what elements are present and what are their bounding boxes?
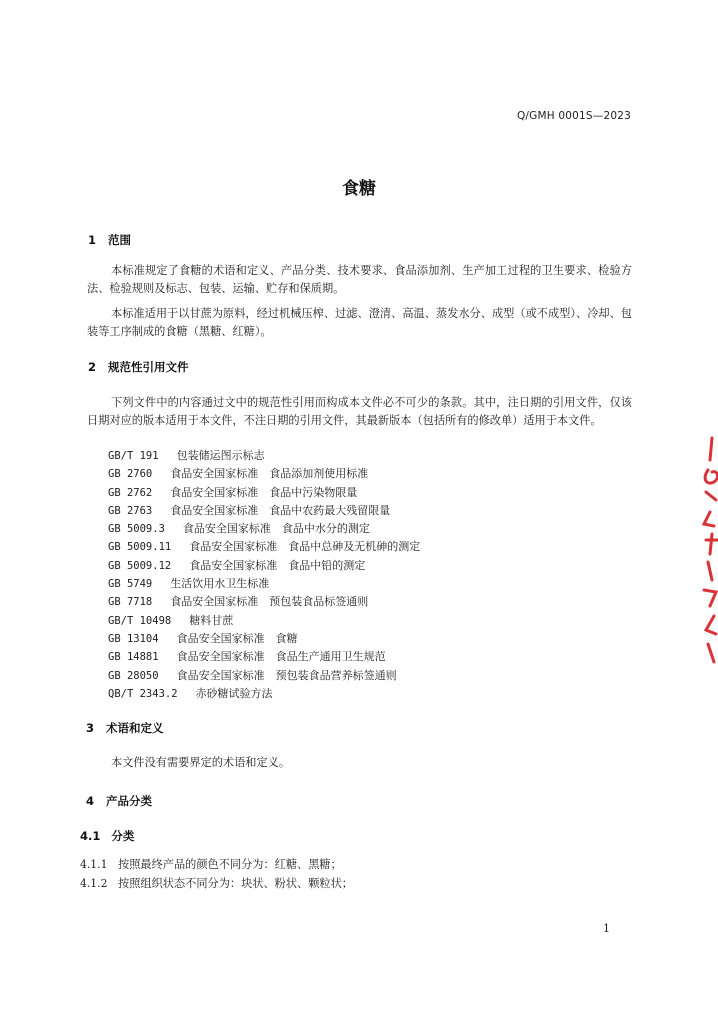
reference-code: GB 5749 <box>108 578 153 591</box>
reference-item <box>108 557 420 575</box>
reference-item <box>108 447 420 465</box>
reference-item <box>108 520 420 538</box>
reference-code: GB 7718 <box>108 596 153 609</box>
reference-title: 包装储运图示标志 <box>176 449 265 462</box>
section-number: 1 <box>88 233 97 247</box>
reference-item <box>108 630 420 648</box>
reference-code: GB/T 191 <box>108 450 159 462</box>
reference-item <box>108 648 420 666</box>
reference-title: 食品安全国家标准 食品中铅的测定 <box>189 558 366 572</box>
reference-code: GB 2760 <box>108 468 153 481</box>
reference-item <box>108 575 420 593</box>
section-title: 规范性引用文件 <box>108 360 189 374</box>
standard-code: Q/GMH 0001S—2023 <box>516 110 631 122</box>
section-title: 范围 <box>108 233 132 247</box>
reference-list <box>108 447 420 703</box>
reference-title: 食品安全国家标准 食糖 <box>176 631 298 645</box>
reference-code: GB 5009.12 <box>108 559 172 572</box>
reference-title: 食品安全国家标准 食品中总砷及无机砷的测定 <box>189 540 421 554</box>
reference-code: GB 5009.11 <box>108 541 172 554</box>
section-number: 2 <box>88 360 97 374</box>
reference-code: GB/T 10498 <box>108 614 172 627</box>
section-heading-references <box>88 359 189 375</box>
reference-title: 食品安全国家标准 食品中农药最大残留限量 <box>170 503 391 517</box>
section-number: 4 <box>86 794 95 808</box>
reference-item <box>108 502 420 520</box>
section-heading-scope <box>88 232 131 248</box>
reference-title: 食品安全国家标准 预包装食品营养标签通则 <box>176 668 397 682</box>
reference-item <box>108 538 420 556</box>
reference-code: GB 5009.3 <box>108 523 165 536</box>
clause-number: 4.1.1 <box>80 858 108 871</box>
clause-text: 按照组织状态不同分为：块状、粉状、颗粒状； <box>118 877 353 890</box>
reference-title: 食品安全国家标准 食品中污染物限量 <box>170 485 358 499</box>
terms-text: 本文件没有需要界定的术语和定义。 <box>111 756 291 769</box>
document-title: 食糖 <box>342 179 376 199</box>
reference-code: GB 2762 <box>108 486 153 499</box>
section-number: 3 <box>86 721 95 735</box>
reference-title: 生活饮用水卫生标准 <box>170 577 270 591</box>
subsection-heading <box>80 828 134 844</box>
red-seal-stamp <box>700 430 718 670</box>
references-intro: 下列文件中的内容通过文中的规范性引用而构成本文件必不可少的条款。其中，注日期的引用文件，仅该日期对应的版本适用于本文件，不注日期的引用文件，其最新版本（包括所有的修改单）适用于本文件。 <box>87 396 632 427</box>
reference-item <box>108 685 420 703</box>
reference-code: GB 28050 <box>108 669 159 682</box>
section-title: 产品分类 <box>106 794 153 808</box>
scope-paragraph-1: 本标准规定了食糖的术语和定义、产品分类、技术要求、食品添加剂、生产加工过程的卫生要求、检验方法、检验规则及标志、包装、运输、贮存和保质期。 <box>87 264 632 295</box>
clause-item <box>80 875 353 891</box>
reference-item <box>108 484 420 502</box>
reference-item <box>108 612 420 630</box>
subsection-number: 4.1 <box>80 829 101 843</box>
reference-title: 赤砂糖试验方法 <box>195 686 273 700</box>
clause-item <box>80 856 342 872</box>
reference-item <box>108 667 420 685</box>
clause-text: 按照最终产品的颜色不同分为：红糖、黑糖； <box>118 858 342 871</box>
reference-code: GB 14881 <box>108 651 159 664</box>
reference-title: 食品安全国家标准 食品生产通用卫生规范 <box>176 650 386 664</box>
reference-title: 食品安全国家标准 食品中水分的测定 <box>182 522 370 536</box>
reference-title: 糖料甘蔗 <box>189 613 234 627</box>
reference-item <box>108 593 420 611</box>
reference-code: GB 13104 <box>108 632 159 645</box>
reference-title: 食品安全国家标准 预包装食品标签通则 <box>170 595 369 609</box>
subsection-title: 分类 <box>111 829 135 843</box>
section-heading-classification <box>86 793 152 809</box>
section-title: 术语和定义 <box>106 721 164 735</box>
scope-paragraph-2: 本标准适用于以甘蔗为原料，经过机械压榨、过滤、澄清、高温、蒸发水分、成型（或不成型）、冷却、包装等工序制成的食糖（黑糖、红糖）。 <box>87 307 632 338</box>
page-number: 1 <box>603 922 610 935</box>
clause-number: 4.1.2 <box>80 877 108 890</box>
reference-item <box>108 465 420 483</box>
reference-code: GB 2763 <box>108 504 153 517</box>
section-heading-terms <box>86 720 164 736</box>
reference-title: 食品安全国家标准 食品添加剂使用标准 <box>170 467 369 481</box>
reference-code: QB/T 2343.2 <box>108 687 178 700</box>
